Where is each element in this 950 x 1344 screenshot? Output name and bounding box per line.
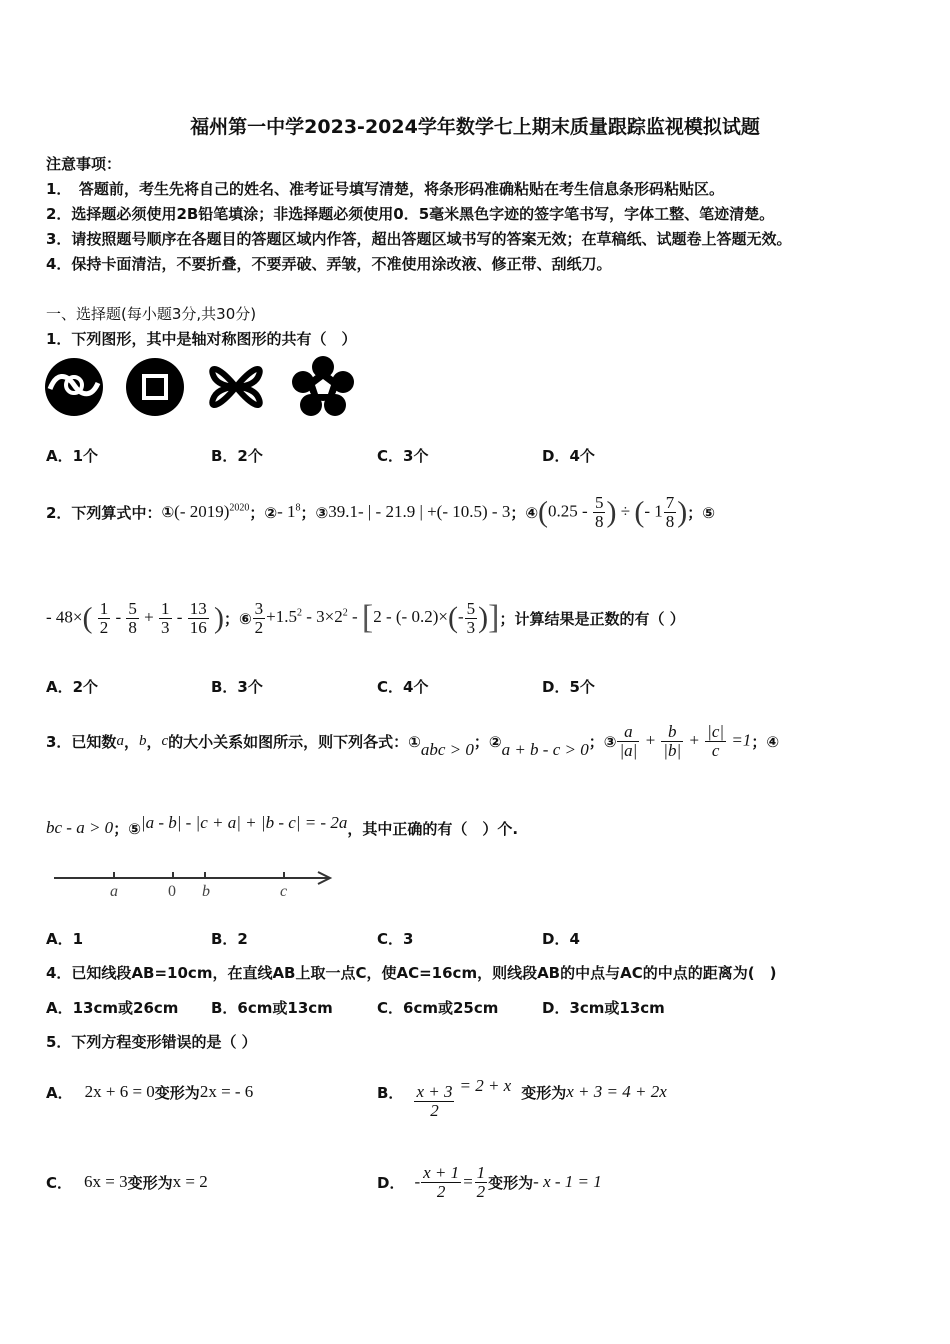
axis-label-c: c xyxy=(280,883,288,900)
q2-marker: ；③ xyxy=(300,503,329,522)
q1-option-d: D．4个 xyxy=(542,447,595,465)
q2-option-c: C．4个 xyxy=(377,678,429,696)
q3-expr-4: bc - a > 0 xyxy=(46,818,114,837)
q3-option-a: A．1 xyxy=(46,930,84,948)
notice-item: 4．保持卡面清洁，不要折叠，不要弄破、弄皱，不准使用涂改液、修正带、刮纸刀。 xyxy=(46,255,612,273)
four-loop-knot-figure xyxy=(212,369,259,405)
q3-line2: bc - a > 0 ；⑤ |a - b| - |c + a| + |b - c| = - 2a ，其中正确的有（ ）个. xyxy=(46,813,519,838)
q3-option-d: D．4 xyxy=(542,930,580,948)
q2-line1 xyxy=(46,483,715,541)
section-heading: 一、选择题(每小题3分,共30分) xyxy=(46,305,257,323)
q2-tail: ；计算结果是正数的有（ ） xyxy=(499,609,685,628)
q5-option-c: C． 6x = 3 变形为 x = 2 xyxy=(46,1172,208,1192)
notice-item: 2．选择题必须使用2B铅笔填涂；非选择题必须使用0．5毫米黑色字迹的签字笔书写，字体工整、笔迹清楚。 xyxy=(46,205,775,223)
q5-stem: 5．下列方程变形错误的是（ ） xyxy=(46,1033,257,1051)
q4-option-d: D．3cm或13cm xyxy=(542,999,665,1017)
q2-marker: ① xyxy=(161,503,175,521)
page-title: 福州第一中学2023-2024学年数学七上期末质量跟踪监视模拟试题 xyxy=(190,116,760,138)
q2-marker: ；② xyxy=(249,503,278,522)
q4-option-c: C．6cm或25cm xyxy=(377,999,499,1017)
q2-expr-4: (0.25 - $\frac{5}{8}$ ) ÷ (- 1 $\frac{7}{8}$ ) xyxy=(538,492,688,531)
axis-label-0: 0 xyxy=(168,883,176,900)
q4-stem: 4．已知线段AB=10cm，在直线AB上取一点C，使AC=16cm，则线段AB的中点与AC的中点的距离为( ) xyxy=(46,964,777,982)
q2-expr-6: $\frac{3}{2}$ $+1.5^2 - 3\times 2^2 - [2$ - (- 0.2)×(- $\frac{5}{3}$ )] xyxy=(254,598,500,637)
q5-option-d: D． - $\frac{x + 1}{2}$ = $\frac{1}{2}$ 变形为 - x - 1 = 1 xyxy=(377,1162,602,1201)
q4-option-b: B．6cm或13cm xyxy=(211,999,333,1017)
q4-option-a: A．13cm或26cm xyxy=(46,999,179,1017)
q2-marker: ；④ xyxy=(510,503,539,522)
axis-label-a: a xyxy=(110,883,118,900)
q5-option-a: A． 2x + 6 = 0 变形为 2x = - 6 xyxy=(46,1082,254,1102)
notice-item: 3．请按照题号顺序在各题目的答题区域内作答，超出答题区域书写的答案无效；在草稿纸、试题卷上答题无效。 xyxy=(46,230,792,248)
q3-expr-2: a + b - c > 0 xyxy=(501,740,589,759)
yin-yang-coin-figure xyxy=(45,358,103,416)
q2-option-a: A．2个 xyxy=(46,678,99,696)
q3-expr-1: abc > 0 xyxy=(420,740,474,759)
q3-line1: 3．已知数 a ， b ， c 的大小关系如图所示，则下列各式：① abc > 0 ；② a + b - c > 0 ；③ $\frac{a}{|a|}$ + $\frac{b}{|b|}$ + $\frac{|c|}{c}$ =1 ；④ xyxy=(46,721,780,760)
q3-option-c: C．3 xyxy=(377,930,414,948)
q2-marker: ；⑥ xyxy=(223,609,252,628)
q2-expr-1: (- 2019)$^{2020}$ xyxy=(174,502,250,521)
square-hole-coin-figure xyxy=(126,358,184,416)
q2-marker: ；⑤ xyxy=(687,503,715,522)
q3-option-b: B．2 xyxy=(211,930,248,948)
q1-stem: 1．下列图形，其中是轴对称图形的共有（ ） xyxy=(46,330,357,348)
q3-expr-5: |a - b| - |c + a| + |b - c| = - 2a xyxy=(140,813,348,832)
q1-figures xyxy=(42,355,362,420)
q2-stem: 2．下列算式中： xyxy=(46,503,162,522)
notice-item: 1． 答题前，考生先将自己的姓名、准考证号填写清楚，将条形码准确粘贴在考生信息条形码粘贴区。 xyxy=(46,180,724,198)
q2-option-b: B．3个 xyxy=(211,678,263,696)
axis-label-b: b xyxy=(202,883,210,900)
q2-expr-5: - 48×( $\frac{1}{2}$ - $\frac{5}{8}$ + $\frac{1}{3}$ - $\frac{13}{16}$ ) xyxy=(46,598,224,637)
q3-expr-3: $\frac{a}{|a|}$ + $\frac{b}{|b|}$ + $\frac{|c|}{c}$ =1 xyxy=(619,721,752,760)
q1-option-a: A．1个 xyxy=(46,447,99,465)
q1-option-b: B．2个 xyxy=(211,447,263,465)
number-line xyxy=(50,866,340,902)
q1-option-c: C．3个 xyxy=(377,447,429,465)
q2-option-d: D．5个 xyxy=(542,678,595,696)
q2-expr-3: 39.1- | - 21.9 | +(- 10.5) - 3 xyxy=(328,502,511,521)
plum-blossom-figure xyxy=(292,356,354,416)
q2-line2 xyxy=(46,588,685,648)
notice-heading: 注意事项： xyxy=(46,155,122,173)
q2-expr-2: - $1^8$ xyxy=(277,502,301,521)
q3-stem: 3．已知数 xyxy=(46,732,117,751)
q5-option-b: B． $\frac{x + 3}{2}$ = 2 + x 变形为 x + 3 = 4 + 2x xyxy=(377,1076,667,1120)
